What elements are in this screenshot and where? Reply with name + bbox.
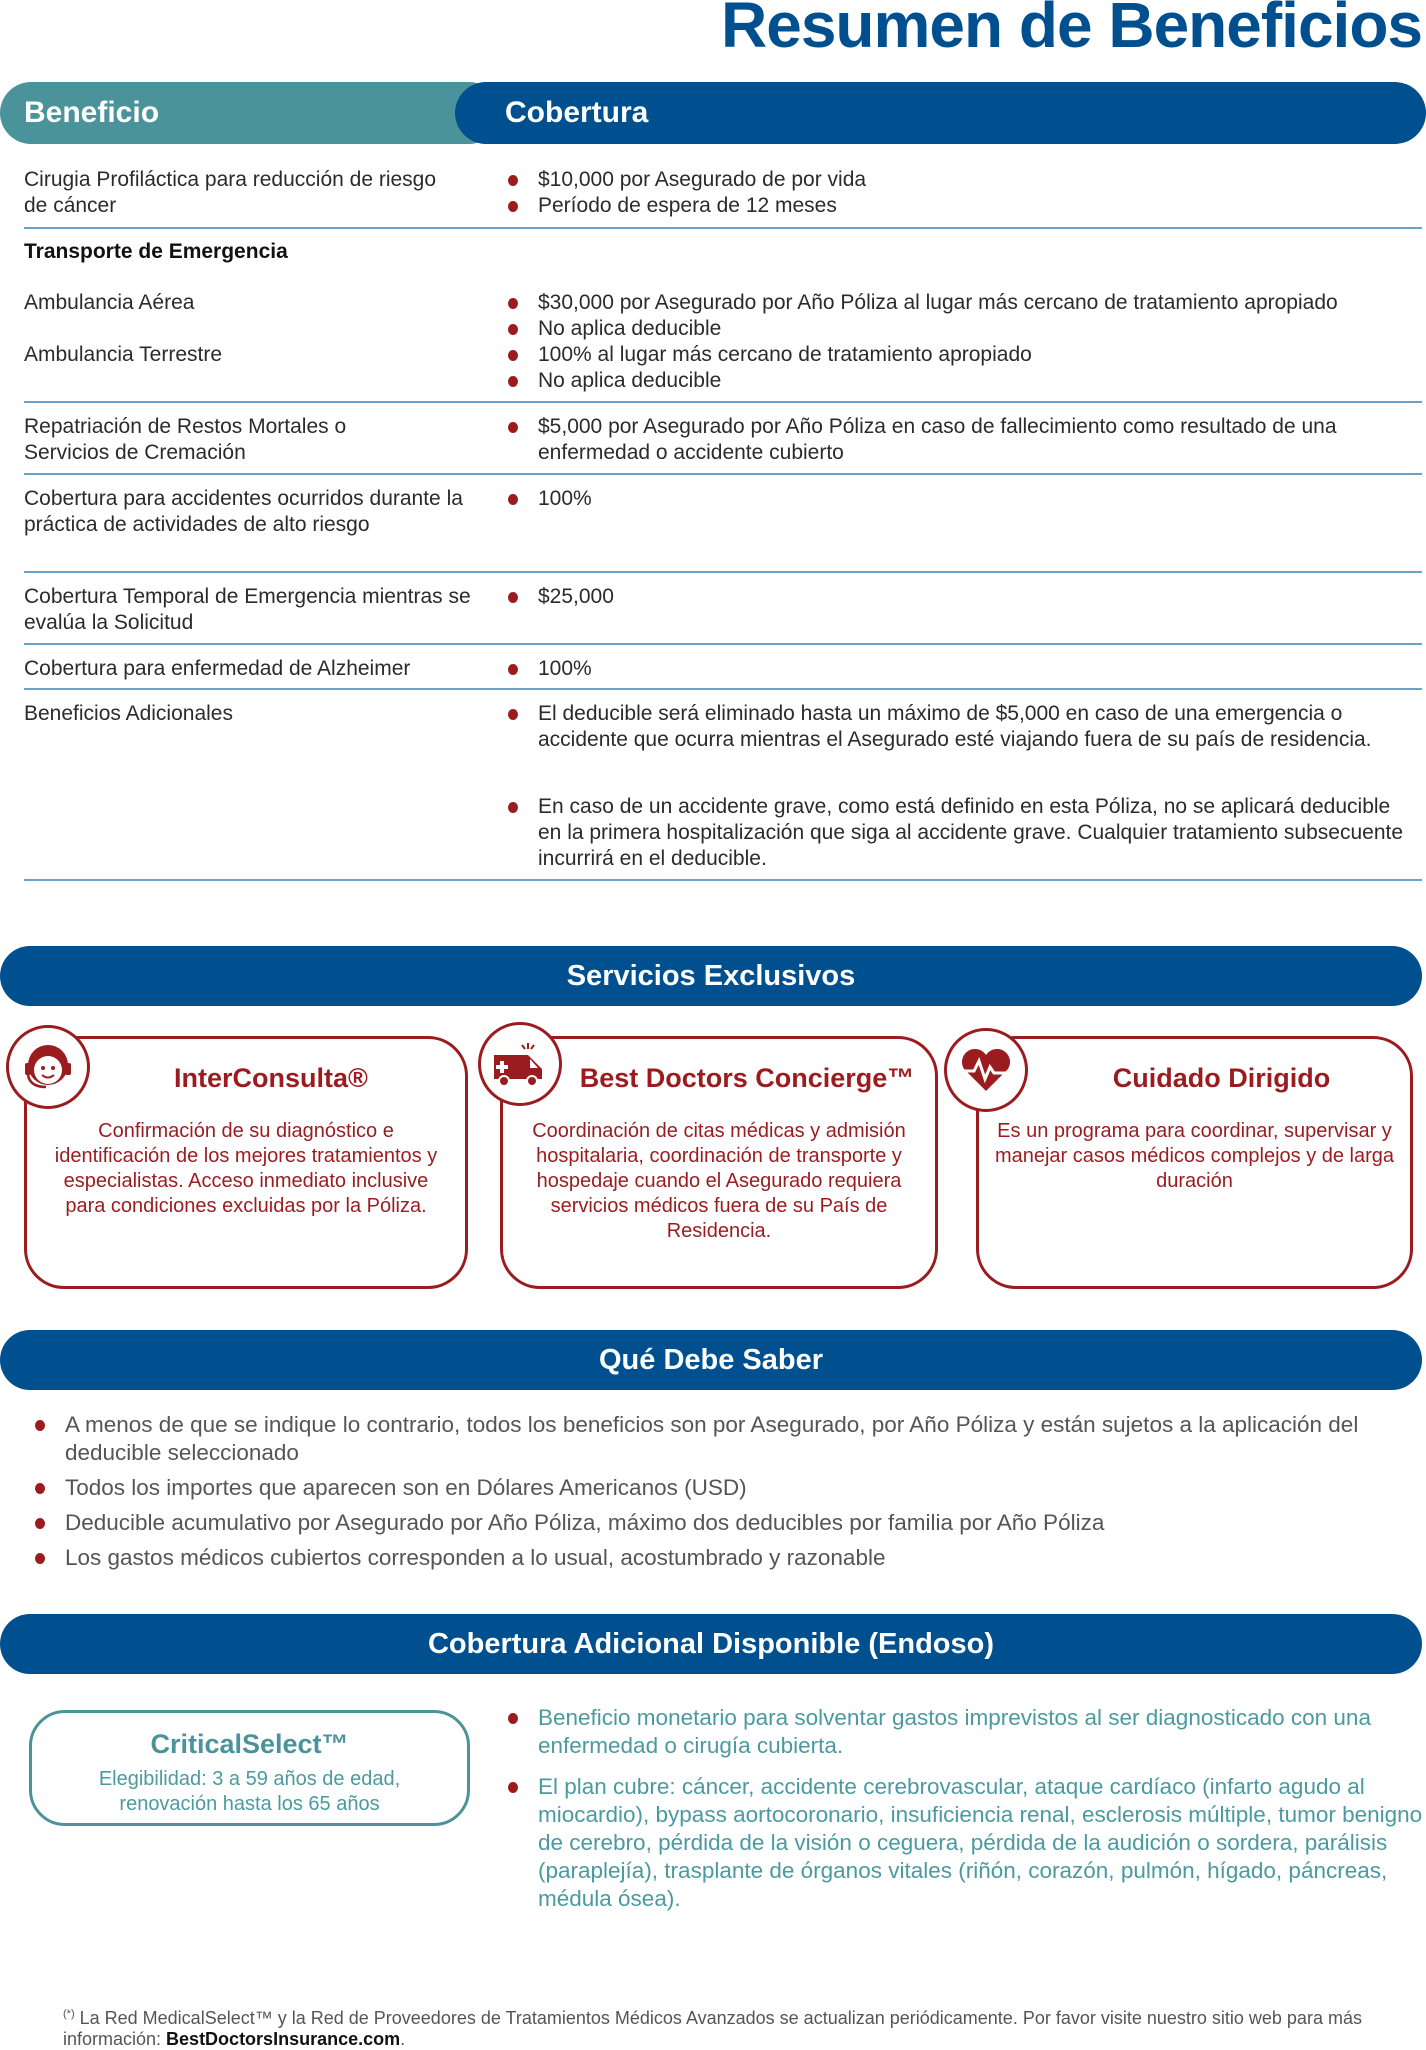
info-item: A menos de que se indique lo contrario, todos los beneficios son por Asegurado, por Año Póliza y están sujetos a la aplicación del deducible seleccionado — [65, 1411, 1425, 1467]
row-divider — [24, 688, 1422, 690]
bullet-icon — [35, 1553, 45, 1564]
coverage-item: $10,000 por Asegurado de por vida — [538, 167, 1418, 193]
service-card-concierge — [500, 1036, 938, 1289]
coverage-item: Período de espera de 12 meses — [538, 193, 1418, 219]
website-link[interactable]: BestDoctorsInsurance.com — [166, 2029, 401, 2049]
heart-pulse-icon — [944, 1028, 1028, 1112]
info-item: Los gastos médicos cubiertos corresponden a lo usual, acostumbrado y razonable — [65, 1544, 1425, 1572]
row-label: Repatriación de Restos Mortales o Servicios de Cremación — [24, 415, 347, 464]
box-title: CriticalSelect™ — [150, 1729, 349, 1759]
service-card-interconsulta — [24, 1036, 468, 1289]
bullet-icon — [508, 1713, 518, 1724]
coverage-item: 100% — [538, 486, 1418, 512]
bullet-icon — [508, 1782, 518, 1793]
bullet-icon — [35, 1518, 45, 1529]
bullet-icon — [508, 422, 518, 433]
service-card-cuidado — [976, 1036, 1413, 1289]
criticalselect-box — [29, 1710, 470, 1826]
bullet-icon — [508, 175, 518, 186]
bullet-icon — [508, 664, 518, 675]
bullet-icon — [508, 201, 518, 212]
bullet-icon — [508, 376, 518, 387]
box-body: Elegibilidad: 3 a 59 años de edad, renovación hasta los 65 años — [98, 1768, 401, 1815]
card-body: Es un programa para coordinar, supervisar y manejar casos médicos complejos y de larga duración — [994, 1120, 1395, 1192]
endorsement-item: Beneficio monetario para solventar gastos imprevistos al ser diagnosticado con una enfermedad o cirugía cubierta. — [538, 1704, 1423, 1760]
info-item: Todos los importes que aparecen son en Dólares Americanos (USD) — [65, 1474, 1425, 1502]
info-item: Deducible acumulativo por Asegurado por Año Póliza, máximo dos deducibles por familia por Año Póliza — [65, 1509, 1425, 1537]
bullet-icon — [508, 298, 518, 309]
column-header-beneficio: Beneficio — [24, 96, 160, 129]
row-divider — [24, 643, 1422, 645]
column-header-cobertura: Cobertura — [505, 96, 649, 129]
card-title: Best Doctors Concierge™ — [579, 1063, 915, 1093]
row-label: Cobertura para enfermedad de Alzheimer — [24, 657, 411, 680]
row-divider — [24, 571, 1422, 573]
row-label: Cobertura para accidentes ocurridos durante la práctica de actividades de alto riesgo — [24, 487, 463, 536]
footnote: (*) La Red MedicalSelect™ y la Red de Proveedores de Tratamientos Médicos Avanzados se actualizan periódicamente. Por favor visite nuestro sitio web para más información: BestDoctorsInsurance.com. — [63, 2008, 1362, 2049]
card-body: Coordinación de citas médicas y admisión hospitalaria, coordinación de transporte y hospedaje cuando el Asegurado requiera servicios médicos fuera de su País de Residencia. — [532, 1120, 906, 1242]
bullet-icon — [508, 350, 518, 361]
section-bar-servicios: Servicios Exclusivos — [0, 946, 1422, 1006]
coverage-item: 100% al lugar más cercano de tratamiento apropiado — [538, 342, 1418, 368]
bullet-icon — [35, 1483, 45, 1494]
bullet-icon — [508, 709, 518, 720]
section-bar-saber: Qué Debe Saber — [0, 1330, 1422, 1390]
coverage-item: $30,000 por Asegurado por Año Póliza al lugar más cercano de tratamiento apropiado — [538, 290, 1418, 316]
endorsement-item: El plan cubre: cáncer, accidente cerebrovascular, ataque cardíaco (infarto agudo al miocardio), bypass aortocoronario, insuficiencia renal, esclerosis múltiple, tumor benigno de cerebro, pérdida de la visión o ceguera, pérdida de la audición o sordera, parálisis (paraplejía), trasplante de órganos vitales (riñón, corazón, pulmón, hígado, páncreas, médula ósea). — [538, 1773, 1423, 1913]
coverage-item: $25,000 — [538, 584, 1418, 610]
card-title: InterConsulta® — [174, 1063, 368, 1093]
section-heading: Transporte de Emergencia — [24, 240, 288, 263]
row-divider — [24, 227, 1422, 229]
coverage-item: 100% — [538, 656, 1418, 682]
coverage-item: En caso de un accidente grave, como está definido en esta Póliza, no se aplicará deducible en la primera hospitalización que siga al accidente grave. Cualquier tratamiento subsecuente incurrirá en el deducible. — [538, 794, 1418, 872]
bullet-icon — [508, 324, 518, 335]
bullet-icon — [508, 494, 518, 505]
coverage-item: No aplica deducible — [538, 316, 1418, 342]
coverage-item: El deducible será eliminado hasta un máximo de $5,000 en caso de una emergencia o accidente que ocurra mientras el Asegurado esté viajando fuera de su país de residencia. — [538, 701, 1418, 753]
section-bar-adicional: Cobertura Adicional Disponible (Endoso) — [0, 1614, 1422, 1674]
row-label: Cobertura Temporal de Emergencia mientras se evalúa la Solicitud — [24, 585, 471, 634]
page-title: Resumen de Beneficios — [721, 0, 1422, 61]
card-title: Cuidado Dirigido — [1112, 1063, 1331, 1093]
coverage-item: No aplica deducible — [538, 368, 1418, 394]
row-label: Ambulancia Terrestre — [24, 343, 223, 366]
ambulance-icon — [478, 1022, 562, 1106]
card-body: Confirmación de su diagnóstico e identificación de los mejores tratamientos y especialistas. Acceso inmediato inclusive para condiciones excluidas por la Póliza. — [54, 1120, 438, 1217]
row-label: Cirugia Profiláctica para reducción de riesgo de cáncer — [24, 168, 437, 217]
row-label: Ambulancia Aérea — [24, 291, 195, 314]
row-divider — [24, 401, 1422, 403]
bullet-icon — [508, 592, 518, 603]
headset-person-icon — [6, 1025, 90, 1109]
bullet-icon — [35, 1420, 45, 1431]
coverage-item: $5,000 por Asegurado por Año Póliza en caso de fallecimiento como resultado de una enfermedad o accidente cubierto — [538, 414, 1418, 466]
row-label: Beneficios Adicionales — [24, 702, 233, 725]
row-divider — [24, 879, 1422, 881]
bullet-icon — [508, 802, 518, 813]
row-divider — [24, 473, 1422, 475]
